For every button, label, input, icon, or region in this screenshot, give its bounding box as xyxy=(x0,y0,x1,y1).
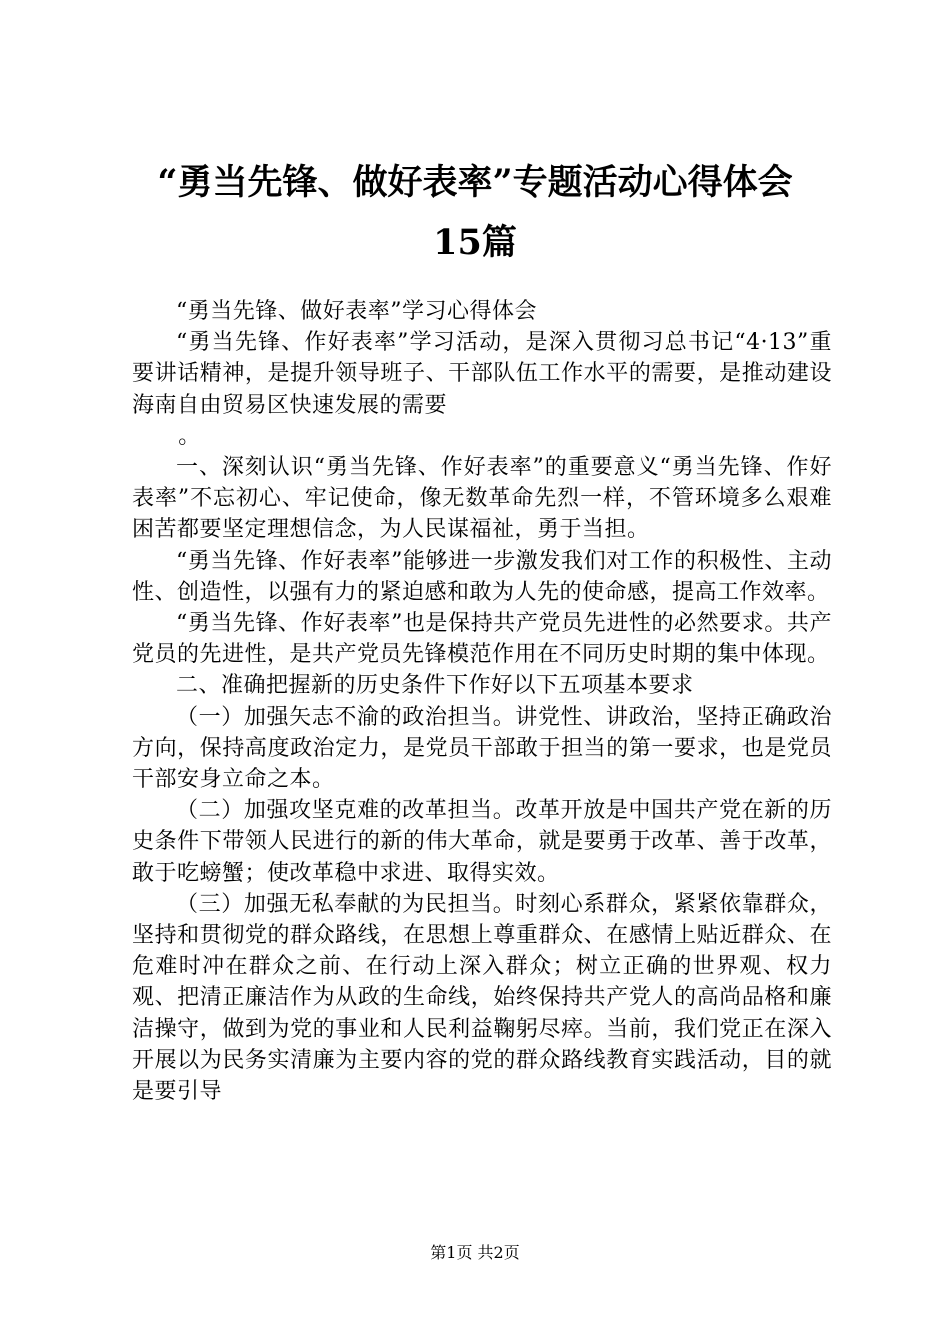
paragraph-section-2: 二、准确把握新的历史条件下作好以下五项基本要求 xyxy=(176,673,694,699)
paragraph-item-1: （一）加强矢志不渝的政治担当。讲党性、讲政治，坚持正确政治方向，保持高度政治定力，是党员干部敢于担当的第一要求，也是党员干部安身立命之本。 xyxy=(132,704,832,793)
page-footer: 第1页 共2页 xyxy=(430,1243,520,1262)
paragraph-intro: “勇当先锋、作好表率”学习活动，是深入贯彻习总书记“4·13”重要讲话精神，是提升领导班子、干部队伍工作水平的需要，是推动建设海南自由贸易区快速发展的需要 xyxy=(132,330,832,418)
paragraph-subtitle: “勇当先锋、做好表率”学习心得体会 xyxy=(176,299,537,324)
paragraph-item-3: （三）加强无私奉献的为民担当。时刻心系群众，紧紧依靠群众，坚持和贯彻党的群众路线，在思想上尊重群众、在感情上贴近群众、在危难时冲在群众之前、在行动上深入群众；树立正确的世界观、权力观、把清正廉洁作为从政的生命线，始终保持共产党人的高尚品格和廉洁操守，做到为党的事业和人民利益鞠躬尽瘁。当前，我们党正在深入开展以为民务实清廉为主要内容的党的群众路线教育实践活动，目的就是要引导 xyxy=(132,891,832,1105)
paragraph-advancement: “勇当先锋、作好表率”也是保持共产党员先进性的必然要求。共产党员的先进性，是共产党员先锋模范作用在不同历史时期的集中体现。 xyxy=(132,611,832,668)
document-title-line-2: 15篇 xyxy=(433,222,517,263)
paragraph-period: 。 xyxy=(178,423,201,449)
document-body xyxy=(132,296,832,1107)
paragraph-item-2: （二）加强攻坚克难的改革担当。改革开放是中国共产党在新的历史条件下带领人民进行的新的伟大革命，就是要勇于改革、善于改革，敢于吃螃蟹；使改革稳中求进、取得实效。 xyxy=(132,798,832,886)
document-title-line-1: “勇当先锋、做好表率”专题活动心得体会 xyxy=(157,162,793,203)
paragraph-section-1: 一、深刻认识“勇当先锋、作好表率”的重要意义“勇当先锋、作好表率”不忘初心、牢记使命，像无数革命先烈一样，不管环境多么艰难困苦都要坚定理想信念，为人民谋福祉，勇于当担。 xyxy=(132,455,832,543)
paragraph-motivation: “勇当先锋、作好表率”能够进一步激发我们对工作的积极性、主动性、创造性，以强有力的紧迫感和敢为人先的使命感，提高工作效率。 xyxy=(132,548,832,605)
